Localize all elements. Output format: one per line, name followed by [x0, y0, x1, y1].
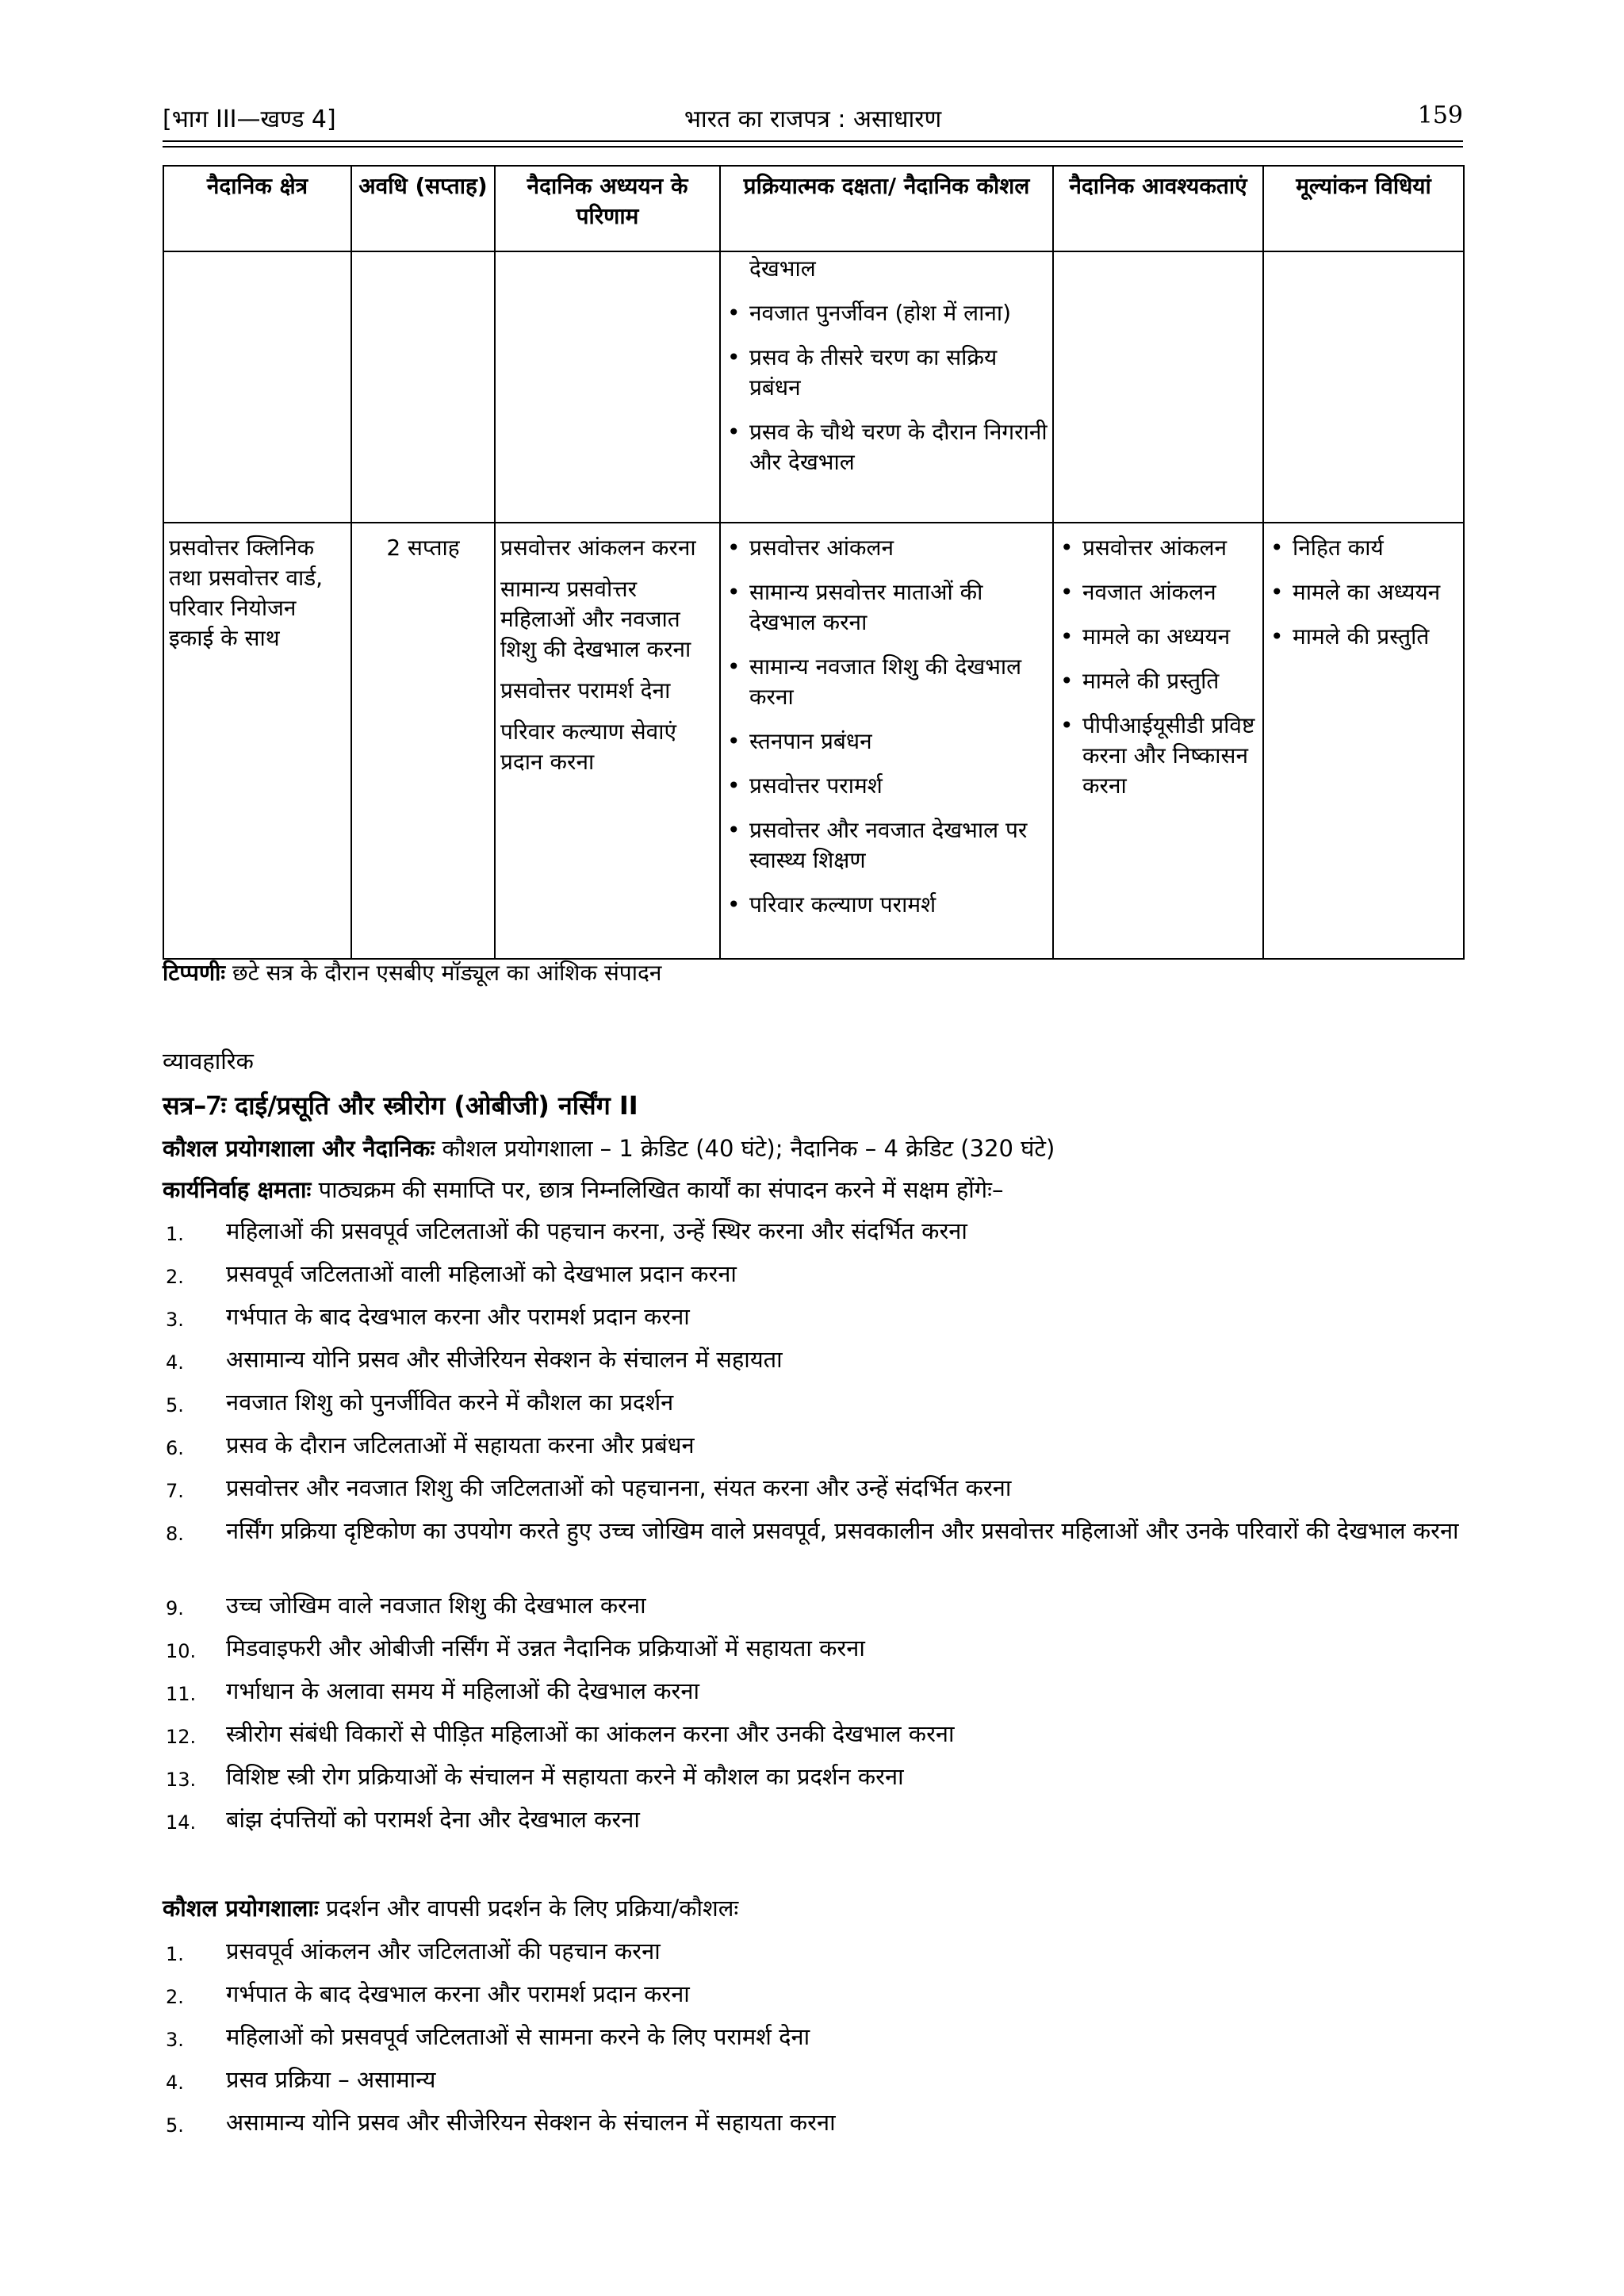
- table-cell-duration: 2 सप्ताह: [351, 523, 495, 959]
- list-item: [163, 2106, 1463, 2149]
- item-number: 4.: [166, 1351, 184, 1374]
- item-number: 3.: [166, 1309, 184, 1331]
- item-text: स्त्रीरोग संबंधी विकारों से पीड़ित महिलाओं का आंकलन करना और उनकी देखभाल करना: [226, 1720, 955, 1747]
- item-text: मिडवाइफरी और ओबीजी नर्सिंग में उन्नत नैदानिक प्रक्रियाओं में सहायता करना: [226, 1635, 865, 1662]
- item-text: प्रसव के दौरान जटिलताओं में सहायता करना और प्रबंधन: [226, 1432, 695, 1458]
- list-item: • प्रसवोत्तर आंकलन: [1059, 533, 1258, 563]
- table-cell: [163, 251, 351, 523]
- item-text: नवजात शिशु को पुनर्जीवित करने में कौशल का प्रदर्शन: [226, 1389, 674, 1416]
- list-item: [163, 2064, 1463, 2106]
- table-cell: [1053, 251, 1263, 523]
- header-rule-top: [163, 140, 1463, 142]
- item-text: बांझ दंपत्तियों को परामर्श देना और देखभाल करना: [226, 1806, 640, 1833]
- list-item: [163, 1632, 1463, 1675]
- skills-lab-list: [163, 1935, 1463, 2149]
- item-number: 1.: [166, 1223, 184, 1245]
- col-header-duration: अवधि (सप्ताह): [351, 166, 495, 251]
- table-note: [163, 957, 661, 987]
- list-item: [163, 1718, 1463, 1761]
- col-header-outcomes: नैदानिक अध्ययन के परिणाम: [495, 166, 720, 251]
- list-item: • मामले का अध्ययन: [1059, 622, 1258, 652]
- item-text: गर्भाधान के अलावा समय में महिलाओं की देखभाल करना: [226, 1677, 700, 1704]
- list-item: • नवजात पुनर्जीवन (होश में लाना): [726, 298, 1048, 328]
- list-item: • प्रसव के तीसरे चरण का सक्रिय प्रबंधन: [726, 343, 1048, 403]
- list-item: • सामान्य प्रसवोत्तर माताओं की देखभाल करना: [726, 577, 1048, 638]
- item-number: 2.: [166, 1266, 184, 1288]
- skills-lab-credits-text: कौशल प्रयोगशाला – 1 क्रेडिट (40 घंटे); नैदानिक – 4 क्रेडिट (320 घंटे): [435, 1135, 1055, 1162]
- item-number: 14.: [166, 1811, 197, 1834]
- header-rule-bottom: [163, 146, 1463, 148]
- item-number: 2.: [166, 1986, 184, 2008]
- item-text: प्रसव प्रक्रिया – असामान्य: [226, 2066, 436, 2093]
- table-cell-assessment: [1263, 523, 1464, 959]
- item-number: 9.: [166, 1597, 184, 1619]
- item-text: गर्भपात के बाद देखभाल करना और परामर्श प्रदान करना: [226, 1303, 690, 1330]
- skills-lab-credits-label: कौशल प्रयोगशाला और नैदानिकः: [163, 1135, 435, 1162]
- table-cell-skills: [720, 251, 1053, 523]
- skills-lab-heading: [163, 1892, 738, 1923]
- table-row: [163, 251, 1464, 523]
- outcome-item: प्रसवोत्तर आंकलन करना: [500, 535, 696, 561]
- list-item: • मामले की प्रस्तुति: [1059, 666, 1258, 696]
- table-cell: [1263, 251, 1464, 523]
- list-item: • परिवार कल्याण परामर्श: [726, 890, 1048, 920]
- list-item: [163, 1429, 1463, 1472]
- table-cell-requirements: [1053, 523, 1263, 959]
- list-item: [163, 1675, 1463, 1718]
- clinical-table: [163, 165, 1465, 960]
- competency-intro: [163, 1174, 1003, 1205]
- competency-label: कार्यनिर्वाह क्षमताः: [163, 1176, 312, 1203]
- outcome-item: प्रसवोत्तर परामर्श देना: [500, 677, 671, 703]
- outcome-item: परिवार कल्याण सेवाएं प्रदान करना: [500, 719, 676, 775]
- col-header-assessment: मूल्यांकन विधियां: [1263, 166, 1464, 251]
- table-header-row: [163, 166, 1464, 251]
- list-item: • सामान्य नवजात शिशु की देखभाल करना: [726, 652, 1048, 712]
- skill-list: [726, 533, 1048, 920]
- item-number: 5.: [166, 1394, 184, 1416]
- item-text: महिलाओं की प्रसवपूर्व जटिलताओं की पहचान करना, उन्हें स्थिर करना और संदर्भित करना: [226, 1217, 967, 1244]
- list-item: • प्रसव के चौथे चरण के दौरान निगरानी और देखभाल: [726, 417, 1048, 477]
- note-label: टिप्पणीः: [163, 960, 226, 986]
- item-number: 1.: [166, 1943, 184, 1965]
- list-item: [163, 1803, 1463, 1846]
- skills-lab-label: कौशल प्रयोगशालाः: [163, 1895, 319, 1922]
- item-text: गर्भपात के बाद देखभाल करना और परामर्श प्रदान करना: [226, 1980, 690, 2007]
- item-text: प्रसवोत्तर और नवजात शिशु की जटिलताओं को पहचानना, संयत करना और उन्हें संदर्भित करना: [226, 1474, 1012, 1501]
- list-item: • पीपीआईयूसीडी प्रविष्ट करना और निष्कासन करना: [1059, 711, 1258, 801]
- list-item: [163, 2021, 1463, 2064]
- col-header-requirements: नैदानिक आवश्यकताएं: [1053, 166, 1263, 251]
- item-text: असामान्य योनि प्रसव और सीजेरियन सेक्शन के संचालन में सहायता: [226, 1346, 783, 1373]
- item-number: 7.: [166, 1480, 184, 1502]
- list-item: • प्रसवोत्तर परामर्श: [726, 771, 1048, 801]
- item-number: 4.: [166, 2072, 184, 2094]
- list-item: • मामले की प्रस्तुति: [1269, 622, 1458, 652]
- list-item: [163, 1472, 1463, 1515]
- list-item: • प्रसवोत्तर और नवजात देखभाल पर स्वास्थ्य शिक्षण: [726, 815, 1048, 876]
- item-number: 3.: [166, 2029, 184, 2051]
- list-item: • मामले का अध्ययन: [1269, 577, 1458, 608]
- table-row: [163, 523, 1464, 959]
- skill-continuation: देखभाल: [749, 255, 816, 282]
- note-text: छटे सत्र के दौरान एसबीए मॉड्यूल का आंशिक संपादन: [225, 960, 662, 986]
- list-item: • प्रसवोत्तर आंकलन: [726, 533, 1048, 563]
- list-item: • नवजात आंकलन: [1059, 577, 1258, 608]
- item-number: 10.: [166, 1640, 197, 1662]
- list-item: [163, 1343, 1463, 1386]
- list-item: [163, 1215, 1463, 1258]
- item-text: प्रसवपूर्व आंकलन और जटिलताओं की पहचान करना: [226, 1938, 661, 1964]
- list-item: [163, 1761, 1463, 1803]
- page-header: [163, 102, 1463, 136]
- list-item: • स्तनपान प्रबंधन: [726, 726, 1048, 757]
- item-text: महिलाओं को प्रसवपूर्व जटिलताओं से सामना करने के लिए परामर्श देना: [226, 2023, 810, 2050]
- list-item: [163, 1258, 1463, 1301]
- skills-lab-credits: [163, 1133, 1055, 1163]
- table-cell-area: प्रसवोत्तर क्लिनिक तथा प्रसवोत्तर वार्ड, परिवार नियोजन इकाई के साथ: [163, 523, 351, 959]
- header-gazette-title: भारत का राजपत्र : असाधारण: [684, 105, 942, 133]
- item-text: नर्सिंग प्रक्रिया दृष्टिकोण का उपयोग करते हुए उच्च जोखिम वाले प्रसवपूर्व, प्रसवकालीन और प्रसवोत्तर महिलाओं और उनके परिवारों की देखभाल करना: [226, 1517, 1459, 1544]
- requirement-list: [1059, 533, 1258, 801]
- competency-list: [163, 1215, 1463, 1846]
- outcome-item: सामान्य प्रसवोत्तर महिलाओं और नवजात शिशु की देखभाल करना: [500, 576, 691, 662]
- item-number: 13.: [166, 1769, 197, 1791]
- item-number: 12.: [166, 1726, 197, 1748]
- item-number: 8.: [166, 1523, 184, 1545]
- item-text: विशिष्ट स्त्री रोग प्रक्रियाओं के संचालन में सहायता करने में कौशल का प्रदर्शन करना: [226, 1763, 904, 1790]
- item-number: 5.: [166, 2114, 184, 2137]
- list-item: • निहित कार्य: [1269, 533, 1458, 563]
- col-header-skills: प्रक्रियात्मक दक्षता/ नैदानिक कौशल: [720, 166, 1053, 251]
- practical-heading: व्यावहारिक: [163, 1048, 254, 1075]
- item-text: उच्च जोखिम वाले नवजात शिशु की देखभाल करना: [226, 1592, 646, 1619]
- skill-list: [726, 298, 1048, 477]
- assessment-list: [1269, 533, 1458, 652]
- item-text: प्रसवपूर्व जटिलताओं वाली महिलाओं को देखभाल प्रदान करना: [226, 1260, 737, 1287]
- header-part-section: [भाग III—खण्ड 4]: [163, 105, 336, 133]
- item-number: 11.: [166, 1683, 197, 1705]
- table-cell: [495, 251, 720, 523]
- semester-title: सत्र–7ः दाई/प्रसूति और स्त्रीरोग (ओबीजी) नर्सिंग II: [163, 1091, 638, 1121]
- list-item: [163, 1515, 1463, 1589]
- col-header-area: नैदानिक क्षेत्र: [163, 166, 351, 251]
- list-item: [163, 1386, 1463, 1429]
- item-number: 6.: [166, 1437, 184, 1459]
- table-cell: [351, 251, 495, 523]
- item-text: असामान्य योनि प्रसव और सीजेरियन सेक्शन के संचालन में सहायता करना: [226, 2109, 836, 2136]
- list-item: [163, 1935, 1463, 1978]
- table-cell-skills: [720, 523, 1053, 959]
- list-item: [163, 1978, 1463, 2021]
- competency-text: पाठ्यक्रम की समाप्ति पर, छात्र निम्नलिखित कार्यों का संपादन करने में सक्षम होंगेः–: [311, 1176, 1004, 1203]
- list-item: [163, 1301, 1463, 1343]
- list-item: [163, 1589, 1463, 1632]
- skills-lab-text: प्रदर्शन और वापसी प्रदर्शन के लिए प्रक्रिया/कौशलः: [318, 1895, 739, 1922]
- header-page-number: 159: [1417, 102, 1463, 129]
- table-cell-outcomes: [495, 523, 720, 959]
